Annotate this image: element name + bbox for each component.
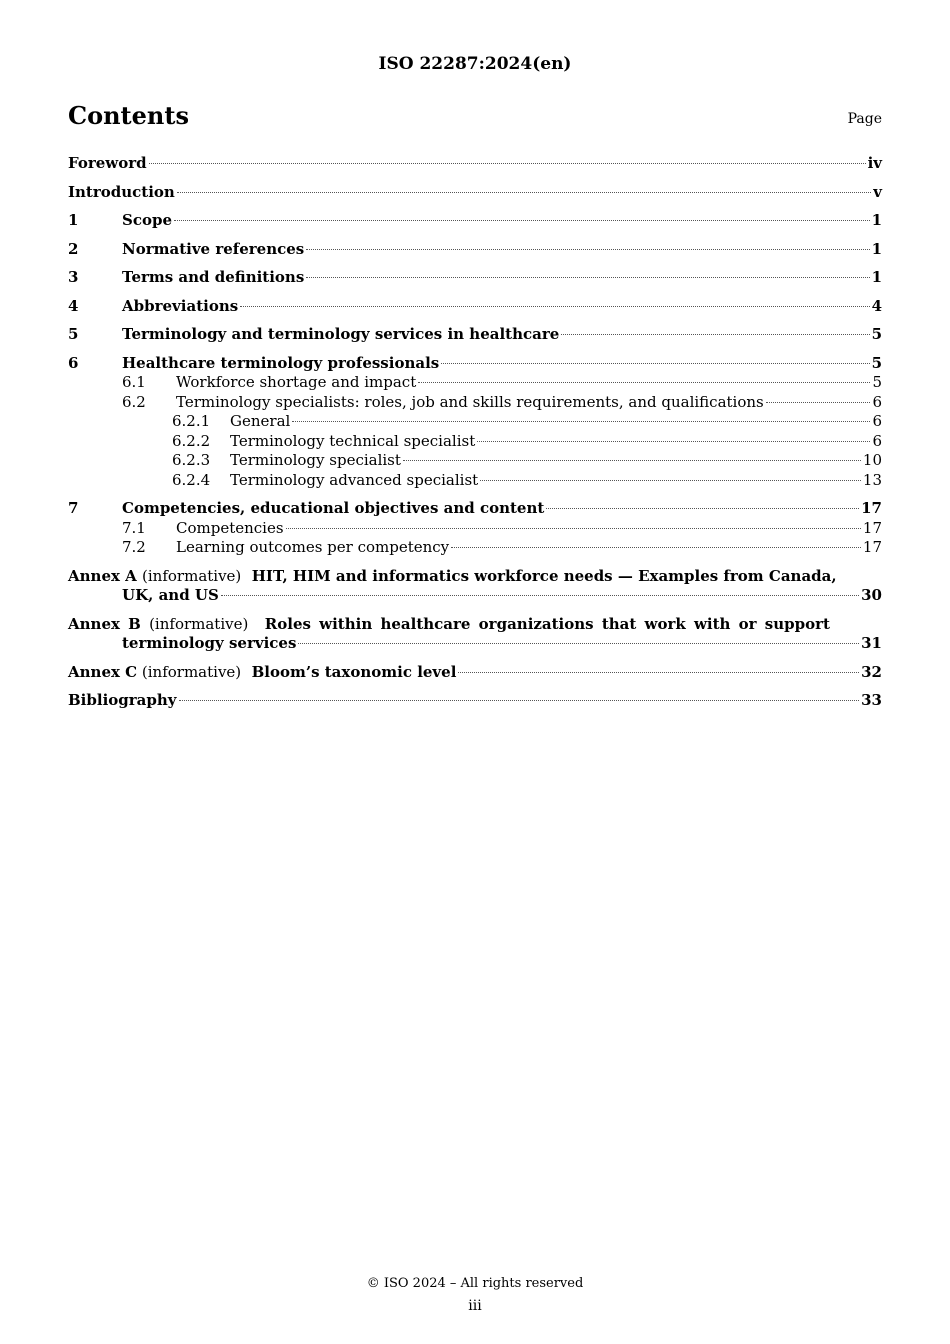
annex-label: Annex B bbox=[68, 614, 141, 633]
toc-title: Normative references bbox=[122, 239, 305, 258]
toc-title: General bbox=[230, 412, 291, 430]
toc-entry-scope[interactable] bbox=[68, 211, 882, 231]
dot-leader bbox=[766, 402, 871, 403]
document-id: ISO 22287:2024(en) bbox=[378, 54, 572, 74]
toc-page: 1 bbox=[871, 239, 882, 258]
dot-leader bbox=[451, 547, 861, 548]
toc-number: 4 bbox=[68, 296, 79, 315]
toc-page: 5 bbox=[872, 373, 882, 391]
dot-leader bbox=[298, 643, 859, 644]
toc-page: 6 bbox=[872, 431, 882, 450]
toc-title: Abbreviations bbox=[122, 296, 239, 315]
dot-leader bbox=[441, 363, 869, 364]
annex-type: (informative) bbox=[142, 566, 242, 585]
table-of-contents bbox=[68, 154, 882, 720]
toc-page: 6 bbox=[872, 392, 882, 411]
toc-number: 6.2.1 bbox=[172, 412, 211, 430]
toc-page: 33 bbox=[861, 691, 882, 709]
toc-number: 3 bbox=[68, 268, 79, 286]
page-number: iii bbox=[468, 1298, 482, 1314]
toc-page: 32 bbox=[861, 662, 882, 681]
page-column-label: Page bbox=[847, 111, 882, 127]
toc-number: 6.2.4 bbox=[172, 470, 211, 489]
toc-title: Terminology advanced specialist bbox=[230, 470, 479, 489]
toc-entry-competencies-objectives[interactable] bbox=[68, 499, 882, 519]
dot-leader bbox=[458, 672, 859, 673]
toc-title: Foreword bbox=[68, 154, 147, 172]
toc-number: 6.2.2 bbox=[172, 431, 211, 450]
toc-page: 17 bbox=[862, 518, 882, 537]
toc-number: 6 bbox=[68, 353, 79, 372]
toc-page: 5 bbox=[871, 325, 882, 343]
toc-entry-annex-a[interactable] bbox=[68, 567, 882, 606]
toc-title: Healthcare terminology professionals bbox=[122, 353, 440, 372]
toc-title: Introduction bbox=[68, 182, 175, 201]
annex-label: Annex A bbox=[68, 566, 137, 585]
annex-title: Roles within healthcare organizations that work with or support bbox=[264, 614, 830, 633]
toc-page: 4 bbox=[871, 296, 882, 315]
dot-leader bbox=[179, 700, 860, 701]
toc-number: 7.2 bbox=[122, 538, 146, 556]
toc-entry-learning-outcomes[interactable] bbox=[68, 538, 882, 558]
toc-page: 13 bbox=[862, 470, 882, 489]
toc-entry-advanced-specialist[interactable] bbox=[68, 471, 882, 491]
toc-entry-terminology-professionals[interactable] bbox=[68, 354, 882, 374]
annex-title: HIT, HIM and informatics workforce needs — Examples from Canada, bbox=[251, 566, 837, 585]
toc-entry-terminology-specialist[interactable] bbox=[68, 451, 882, 471]
toc-number: 2 bbox=[68, 239, 79, 258]
toc-entry-introduction[interactable] bbox=[68, 183, 882, 203]
toc-entry-workforce-shortage[interactable] bbox=[68, 373, 882, 393]
toc-title: Terminology technical specialist bbox=[230, 431, 476, 450]
toc-entry-technical-specialist[interactable] bbox=[68, 432, 882, 452]
dot-leader bbox=[292, 421, 870, 422]
toc-page: iv bbox=[867, 154, 882, 172]
toc-page: 17 bbox=[861, 499, 882, 517]
toc-page: 5 bbox=[871, 353, 882, 372]
dot-leader bbox=[418, 382, 870, 383]
toc-entry-general[interactable] bbox=[68, 412, 882, 432]
toc-title: Bibliography bbox=[68, 691, 177, 709]
dot-leader bbox=[149, 163, 866, 164]
toc-entry-normative-references[interactable] bbox=[68, 240, 882, 260]
dot-leader bbox=[480, 480, 861, 481]
toc-page: 6 bbox=[872, 412, 882, 430]
dot-leader bbox=[546, 508, 859, 509]
dot-leader bbox=[306, 277, 869, 278]
dot-leader bbox=[240, 306, 869, 307]
toc-number: 5 bbox=[68, 325, 79, 343]
toc-page: 30 bbox=[861, 586, 882, 604]
toc-title: Terminology and terminology services in healthcare bbox=[122, 325, 560, 343]
toc-title: Scope bbox=[122, 211, 173, 229]
dot-leader bbox=[286, 528, 861, 529]
annex-title: Bloom’s taxonomic level bbox=[251, 662, 457, 681]
dot-leader bbox=[403, 460, 861, 461]
annex-label: Annex C bbox=[68, 662, 138, 681]
dot-leader bbox=[221, 595, 859, 596]
toc-entry-annex-c[interactable] bbox=[68, 663, 882, 683]
dot-leader bbox=[174, 220, 870, 221]
annex-title-continued: UK, and US bbox=[122, 586, 219, 604]
annex-type: (informative) bbox=[149, 614, 249, 633]
dot-leader bbox=[177, 192, 871, 193]
toc-title: Workforce shortage and impact bbox=[176, 373, 417, 391]
toc-title: Competencies, educational objectives and content bbox=[122, 499, 545, 517]
toc-title: Terminology specialist bbox=[230, 451, 401, 469]
toc-number: 6.1 bbox=[122, 373, 146, 391]
toc-page: 17 bbox=[862, 538, 882, 556]
toc-entry-foreword[interactable] bbox=[68, 154, 882, 174]
toc-entry-abbreviations[interactable] bbox=[68, 297, 882, 317]
toc-number: 6.2 bbox=[122, 392, 146, 411]
toc-entry-terminology-services[interactable] bbox=[68, 325, 882, 345]
toc-number: 7 bbox=[68, 499, 79, 517]
toc-entry-terminology-specialists[interactable] bbox=[68, 393, 882, 413]
toc-page: 1 bbox=[871, 268, 882, 286]
toc-entry-terms-definitions[interactable] bbox=[68, 268, 882, 288]
toc-number: 6.2.3 bbox=[172, 451, 211, 469]
toc-title: Terminology specialists: roles, job and skills requirements, and qualifications bbox=[176, 392, 764, 411]
toc-page: v bbox=[873, 182, 882, 201]
toc-title: Learning outcomes per competency bbox=[176, 538, 450, 556]
toc-entry-competencies[interactable] bbox=[68, 519, 882, 539]
copyright-notice: © ISO 2024 – All rights reserved bbox=[366, 1276, 584, 1291]
dot-leader bbox=[477, 441, 870, 442]
toc-number: 7.1 bbox=[122, 518, 146, 537]
toc-entry-bibliography[interactable] bbox=[68, 691, 882, 711]
toc-entry-annex-b[interactable] bbox=[68, 615, 882, 654]
toc-title: Competencies bbox=[176, 518, 284, 537]
dot-leader bbox=[561, 334, 869, 335]
annex-title-continued: terminology services bbox=[122, 634, 297, 652]
toc-number: 1 bbox=[68, 211, 79, 229]
toc-page: 31 bbox=[861, 634, 882, 652]
toc-page: 1 bbox=[871, 211, 882, 229]
annex-type: (informative) bbox=[141, 662, 242, 681]
dot-leader bbox=[306, 249, 869, 250]
toc-title: Terms and definitions bbox=[122, 268, 305, 286]
toc-page: 10 bbox=[862, 451, 882, 469]
contents-heading: Contents bbox=[68, 101, 189, 130]
